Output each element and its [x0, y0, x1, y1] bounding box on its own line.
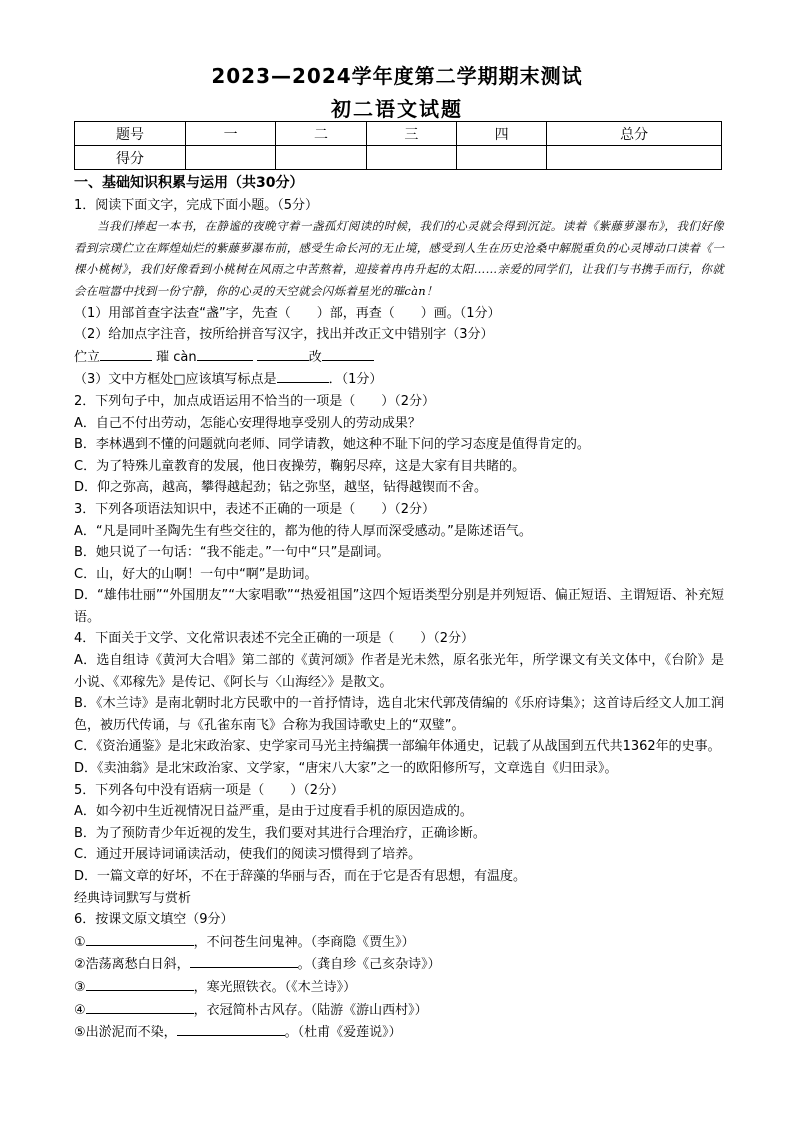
fill-text: ⑤出淤泥而不染， — [74, 1025, 177, 1041]
fill-text: ②浩荡离愁白日斜， — [74, 957, 190, 973]
answer-blank[interactable] — [190, 953, 298, 968]
option-item: D．“雄伟壮丽”“外国朋友”“大家唱歌”“热爱祖国”这四个短语类型分别是并列短语、偏正短语、主谓短语、补充短语。 — [74, 588, 724, 625]
fill-text: 。（杜甫《爱莲说》） — [284, 1025, 402, 1041]
option-item: A．自己不付出劳动，怎能心安理得地享受别人的劳动成果？ — [74, 415, 421, 431]
sub-question — [74, 368, 724, 391]
reading-passage: 当我们捧起一本书，在静谧的夜晚守着一盏孤灯阅读的时候，我们的心灵就会得到沉淀。读着《紫藤萝瀑布》，我们好像看到宗璞伫立在辉煌灿烂的紫藤萝瀑布前，感受生命长河的无止境，感受到人生在历史沧桑中解脱重负的心灵博动口读着《一棵小桃树》，我们好像看到小桃树在风雨之中苦熬着，迎接着冉冉升起的太阳……亲爱的同学们，让我们与书携手而行，你就会在喧嚣中找到一份宁静，你的心灵的天空就会闪烁着星光的璀càn！ — [74, 219, 724, 298]
score-header-cell: 三 — [366, 122, 456, 146]
option-item: B．她只说了一句话：“我不能走。”一句中“只”是副词。 — [74, 545, 390, 561]
answer-blank[interactable] — [257, 346, 309, 361]
blank-label: 伫立 — [74, 349, 101, 365]
option-item: B．李林遇到不懂的问题就向老师、同学请教，她这种不耻下问的学习态度是值得肯定的。 — [74, 437, 590, 453]
fill-text: ① — [74, 934, 86, 950]
question-stem: 3．下列各项语法知识中，表述不正确的一项是（ ）（2分） — [74, 501, 436, 517]
exam-title: 2023—2024学年度第二学期期末测试 — [211, 64, 583, 88]
fill-text: ，衣冠简朴古风存。（陆游《游山西村》） — [193, 1002, 428, 1018]
answer-blank[interactable] — [100, 346, 152, 361]
answer-blank[interactable] — [197, 346, 253, 361]
blank-label: 改 — [308, 349, 322, 365]
option-item: C．《资治通鉴》是北宋政治家、史学家司马光主持编撰一部编年体通史，记载了从战国到五代共1362年的史事。 — [74, 739, 721, 755]
fill-text: 。（龚自珍《己亥杂诗》） — [297, 957, 441, 973]
score-header-cell: 总分 — [547, 122, 722, 146]
score-table-header-row — [75, 122, 722, 146]
exam-subtitle: 初二语文试题 — [331, 97, 463, 121]
option-item: A．如今初中生近视情况日益严重，是由于过度看手机的原因造成的。 — [74, 804, 473, 820]
option-item: C．山，好大的山啊！一句中“啊”是助词。 — [74, 566, 318, 582]
option-item: A．“凡是同叶圣陶先生有些交往的，都为他的待人厚而深受感动。”是陈述语气。 — [74, 523, 532, 539]
fill-line — [74, 931, 724, 954]
question-stem: 6．按课文原文填空（9分） — [74, 912, 234, 928]
exam-content — [74, 173, 724, 1044]
sub-question: （2）给加点字注音，按所给拼音写汉字，找出并改正文中错别字（3分） — [74, 327, 494, 343]
score-table-score-row — [75, 146, 722, 170]
option-item: D．仰之弥高，越高，攀得越起劲；钻之弥坚，越坚，钻得越锲而不舍。 — [74, 480, 488, 496]
score-header-cell: 二 — [276, 122, 366, 146]
score-cell[interactable] — [547, 146, 722, 170]
fill-line — [74, 953, 724, 976]
score-cell[interactable] — [186, 146, 276, 170]
fill-text: ④ — [74, 1002, 86, 1018]
score-table — [74, 121, 722, 170]
score-cell[interactable] — [456, 146, 546, 170]
answer-blank[interactable] — [177, 1021, 285, 1036]
question-stem: 2．下列句子中，加点成语运用不恰当的一项是（ ）（2分） — [74, 393, 436, 409]
section-heading: 一、基础知识积累与运用（共30分） — [74, 175, 304, 191]
fill-text: ③ — [74, 979, 86, 995]
answer-blank[interactable] — [322, 346, 374, 361]
score-header-cell: 题号 — [75, 122, 186, 146]
option-item: D．一篇文章的好坏，不在于辞藻的华丽与否，而在于它是否有思想，有温度。 — [74, 869, 527, 884]
fill-text: ，寒光照铁衣。（《木兰诗》） — [193, 979, 357, 995]
score-row-label: 得分 — [75, 146, 186, 170]
score-cell[interactable] — [276, 146, 366, 170]
score-cell[interactable] — [366, 146, 456, 170]
question-stem: 5．下列各句中没有语病一项是（ ）（2分） — [74, 782, 345, 798]
score-header-cell: 一 — [186, 122, 276, 146]
answer-blank[interactable] — [86, 999, 194, 1014]
answer-blank[interactable] — [86, 976, 194, 991]
answer-blank[interactable] — [277, 368, 329, 383]
fill-line — [74, 999, 724, 1022]
question-stem: 1．阅读下面文字，完成下面小题。（5分） — [74, 197, 319, 213]
sub-heading: 经典诗词默写与赏析 — [74, 890, 192, 906]
answer-blank[interactable] — [86, 931, 194, 946]
score-header-cell: 四 — [456, 122, 546, 146]
option-item: B．为了预防青少年近视的发生，我们要对其进行合理治疗，正确诊断。 — [74, 825, 486, 841]
option-item: C．通过开展诗词诵读活动，使我们的阅读习惯得到了培养。 — [74, 847, 422, 863]
option-item: A．选自组诗《黄河大合唱》第二部的《黄河颂》作者是光未然，原名张光年，所学课文有关文体中，《台阶》是小说、《邓稼先》是传记、《阿长与〈山海经〉》是散文。 — [74, 653, 724, 690]
question-stem: 4．下面关于文学、文化常识表述不完全正确的一项是（ ）（2分） — [74, 631, 475, 647]
blank-label: 璀 càn — [156, 349, 197, 365]
option-item: C．为了特殊儿童教育的发展，他日夜操劳，鞠躬尽瘁，这是大家有目共睹的。 — [74, 458, 526, 474]
option-item: B．《木兰诗》是南北朝时北方民歌中的一首抒情诗，选自北宋代郭茂倩编的《乐府诗集》；这首诗后经文人加工润色，被历代传诵，与《孔雀东南飞》合称为我国诗歌史上的“双璧”。 — [74, 696, 724, 733]
sub-question-blanks — [74, 346, 724, 369]
fill-line — [74, 976, 724, 999]
option-item: D．《卖油翁》是北宋政治家、文学家，“唐宋八大家”之一的欧阳修所写，文章选自《归田录》。 — [74, 761, 618, 777]
sub-question-text: ．（1分） — [328, 372, 383, 388]
fill-text: ，不问苍生问鬼神。（李商隐《贾生》） — [193, 934, 415, 950]
fill-line — [74, 1021, 724, 1044]
sub-question-text: （3）文中方框处□应该填写标点是 — [74, 372, 277, 388]
sub-question: （1）用部首查字法查“盏”字，先查（ ）部，再查（ ）画。（1分） — [74, 305, 501, 321]
